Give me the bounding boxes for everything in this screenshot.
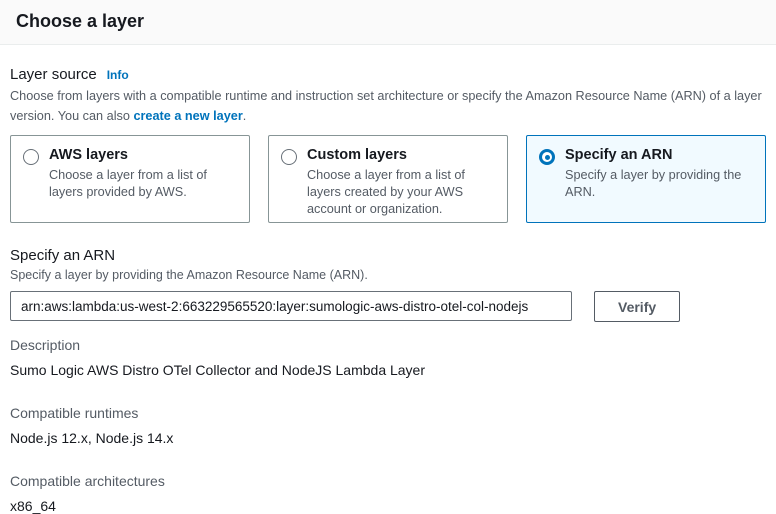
tile-title: Custom layers	[307, 147, 407, 164]
tile-description: Specify a layer by providing the ARN.	[565, 168, 742, 200]
layer-source-label: Layer source	[10, 66, 97, 83]
compatible-architectures-label: Compatible architectures	[10, 473, 165, 490]
tile-aws-layers[interactable]	[10, 135, 250, 223]
description-text-end: .	[242, 109, 247, 124]
tile-description: Choose a layer from a list of layers provided by AWS.	[49, 168, 207, 200]
tile-content	[307, 147, 495, 218]
compatible-runtimes-group	[10, 405, 766, 446]
tile-title: Specify an ARN	[565, 147, 673, 164]
verify-button[interactable]: Verify	[594, 291, 680, 322]
tile-description: Choose a layer from a list of layers created by your AWS account or organization.	[307, 168, 465, 217]
compatible-architectures-value: x86_64	[10, 498, 56, 514]
radio-checked-icon[interactable]	[539, 149, 555, 165]
layer-source-description	[10, 86, 766, 126]
compatible-runtimes-label: Compatible runtimes	[10, 405, 139, 422]
description-group	[10, 337, 766, 378]
description-text: Choose from layers with a compatible runtime and instruction set architecture or specify the Amazon Resource Name (ARN) of a layer version. You can also	[10, 89, 762, 124]
panel-content	[0, 66, 776, 514]
panel-header	[0, 0, 776, 45]
tile-custom-layers[interactable]	[268, 135, 508, 223]
radio-unchecked-icon[interactable]	[281, 149, 297, 165]
specify-arn-description: Specify a layer by providing the Amazon Resource Name (ARN).	[10, 268, 368, 283]
compatible-runtimes-value: Node.js 12.x, Node.js 14.x	[10, 430, 174, 447]
compatible-architectures-group	[10, 473, 766, 514]
tile-title: AWS layers	[49, 147, 128, 164]
radio-unchecked-icon[interactable]	[23, 149, 39, 165]
tile-specify-an-arn[interactable]	[526, 135, 766, 223]
info-link[interactable]: Info	[106, 68, 129, 82]
arn-input[interactable]	[10, 291, 572, 321]
create-new-layer-link[interactable]: create a new layer	[133, 109, 243, 124]
tile-content	[565, 147, 753, 201]
description-value: Sumo Logic AWS Distro OTel Collector and NodeJS Lambda Layer	[10, 362, 426, 379]
layer-source-tiles	[10, 135, 766, 223]
description-label: Description	[10, 337, 81, 354]
specify-arn-label: Specify an ARN	[10, 247, 116, 265]
arn-input-row	[10, 291, 766, 322]
page-title: Choose a layer	[16, 11, 145, 31]
specify-arn-section	[10, 247, 766, 322]
layer-source-header	[10, 66, 766, 83]
tile-content	[49, 147, 237, 201]
